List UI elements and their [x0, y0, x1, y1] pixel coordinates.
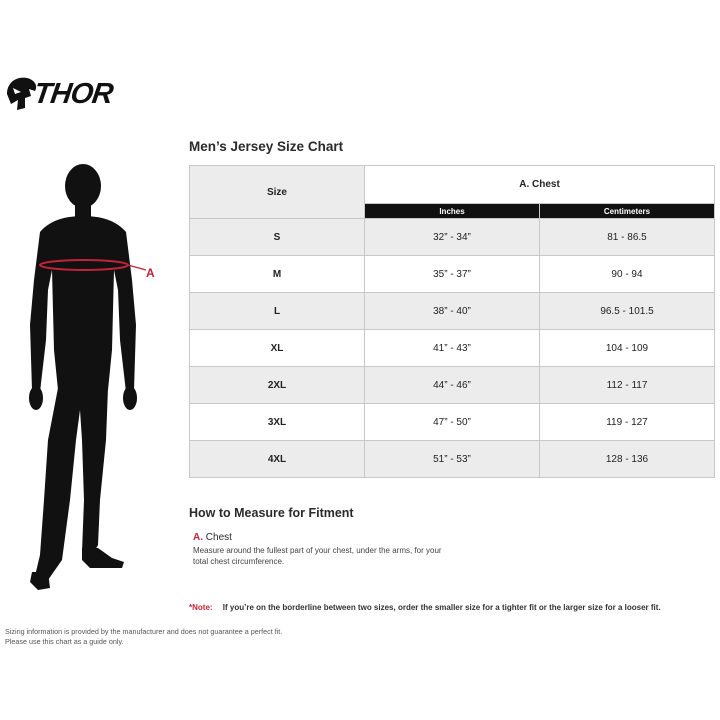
cm-cell: 104 - 109	[540, 330, 715, 367]
inches-cell: 32” - 34”	[365, 219, 540, 256]
note-label: *Note:	[189, 603, 213, 612]
size-cell: 4XL	[190, 441, 365, 478]
chest-instruction-text	[193, 545, 493, 567]
inches-cell: 38” - 40”	[365, 293, 540, 330]
inches-cell: 41” - 43”	[365, 330, 540, 367]
disclaimer-line: Sizing information is provided by the manufacturer and does not guarantee a perfect fit.	[5, 627, 283, 636]
size-cell: XL	[190, 330, 365, 367]
inches-cell: 47” - 50”	[365, 404, 540, 441]
cm-cell: 119 - 127	[540, 404, 715, 441]
body-silhouette	[0, 160, 170, 600]
inches-cell: 51” - 53”	[365, 441, 540, 478]
page-title: Men’s Jersey Size Chart	[189, 139, 344, 154]
brand-name: THOR	[31, 78, 115, 110]
cm-cell: 128 - 136	[540, 441, 715, 478]
size-cell: L	[190, 293, 365, 330]
cm-cell: 90 - 94	[540, 256, 715, 293]
table-row	[190, 256, 715, 293]
chest-desc-line: total chest circumference.	[193, 557, 285, 566]
chest-letter: A.	[193, 532, 203, 543]
chest-column-header: A. Chest	[365, 166, 715, 204]
cm-cell: 96.5 - 101.5	[540, 293, 715, 330]
disclaimer-line: Please use this chart as a guide only.	[5, 637, 124, 646]
chest-instruction-label	[193, 532, 232, 543]
size-cell: M	[190, 256, 365, 293]
note-text: If you’re on the borderline between two sizes, order the smaller size for a tighter fit or the larger size for a looser fit.	[222, 603, 661, 612]
disclaimer	[5, 627, 282, 647]
inches-cell: 44” - 46”	[365, 367, 540, 404]
size-cell: 2XL	[190, 367, 365, 404]
table-row	[190, 404, 715, 441]
sizing-note	[189, 603, 661, 612]
cm-cell: 112 - 117	[540, 367, 715, 404]
centimeters-column-header: Centimeters	[540, 204, 715, 219]
size-chart-table	[189, 165, 715, 478]
table-row	[190, 219, 715, 256]
inches-column-header: Inches	[365, 204, 540, 219]
table-row	[190, 441, 715, 478]
size-cell: 3XL	[190, 404, 365, 441]
chest-label-text: Chest	[205, 532, 232, 543]
measure-section-title: How to Measure for Fitment	[189, 506, 354, 520]
size-column-header: Size	[190, 166, 365, 219]
chest-marker-label: A	[146, 266, 155, 280]
cm-cell: 81 - 86.5	[540, 219, 715, 256]
inches-cell: 35” - 37”	[365, 256, 540, 293]
table-row	[190, 293, 715, 330]
chest-desc-line: Measure around the fullest part of your chest, under the arms, for your	[193, 546, 442, 555]
table-row	[190, 367, 715, 404]
table-row	[190, 330, 715, 367]
size-cell: S	[190, 219, 365, 256]
